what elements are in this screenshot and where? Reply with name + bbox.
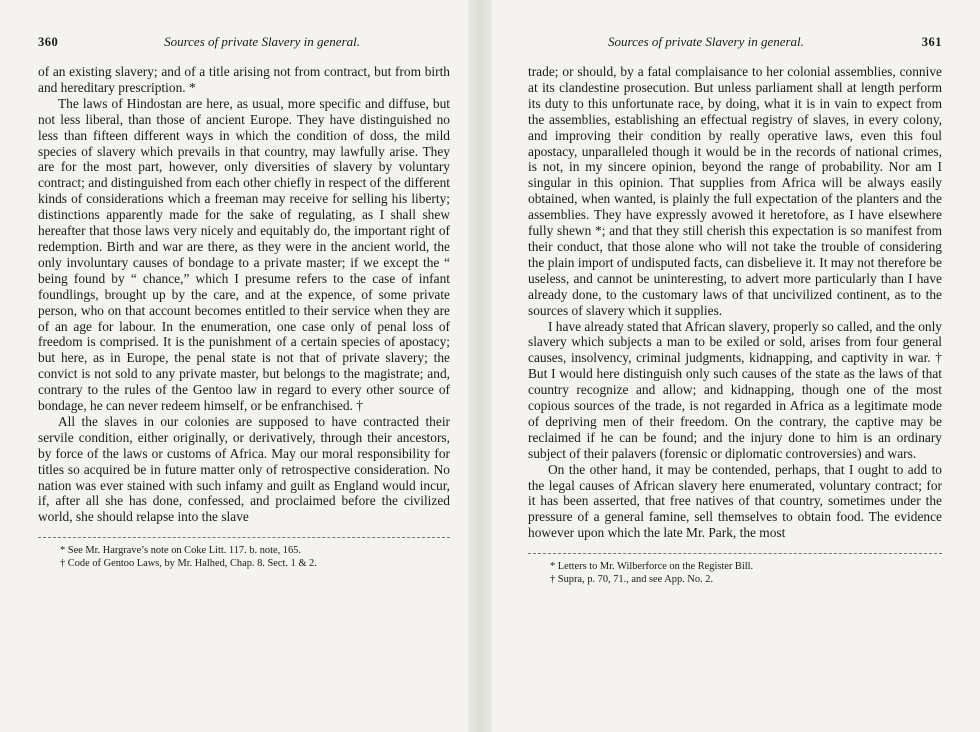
running-title: Sources of private Slavery in general. — [164, 34, 360, 49]
footnote-rule — [528, 553, 942, 554]
paragraph: trade; or should, by a fatal complaisance to her colonial assemblies, connive at its clandestine prosecution. But unless parliament shall at length perform its duty to this unfortunate race, by doing, what it is in vain to expect from the assemblies, establishing an effectual registry of slaves, in every colony, and improving their condition by really operative laws, even this foul apostacy, unparalleled though it would be in the records of national crimes, is not, in my sincere opinion, beyond the range of probability. Nor am I singular in this opinion. That supplies from Africa will be always easily obtained, when wanted, is plainly the full expectation of the planters and the assemblies. They have expressly avowed it heretofore, as I have elsewhere fully shewn *; and that they still cherish this expectation is so manifest from their conduct, that those alone who will not take the trouble of considering the plain import of undisputed facts, can disbelieve it. It may not therefore be useless, and cannot be uninteresting, to advert more particularly than I have already done, to the customary laws of that uncivilized continent, as to the sources of slavery which it supplies. — [528, 64, 942, 318]
running-head — [528, 34, 942, 50]
page-number: 360 — [38, 35, 59, 49]
paragraph: I have already stated that African slavery, properly so called, and the only slavery which subjects a man to be exiled or sold, arises from four general causes, insolvency, criminal judgments, kidnapping, and captivity in war. † But I would here distinguish only such causes of the state as the laws of that country recognize and allow; and kidnapping, though one of the most copious sources of the trade, is not regarded in Africa as a legitimate mode of depriving men of their freedom. On the contrary, the captive may be reclaimed if he can be found; and the injury done to him is an ordinary subject of their palavers (forensic or diplomatic controversies) and wars. — [528, 318, 943, 461]
page-number: 361 — [921, 35, 942, 49]
footnote: † Supra, p. 70, 71., and see App. No. 2. — [550, 574, 714, 586]
book-gutter — [468, 0, 492, 732]
paragraph: On the other hand, it may be contended, perhaps, that I ought to add to the legal causes of African slavery here enumerated, voluntary contract; for it has been asserted, that free natives of that country, sometimes under the pressure of a general famine, sell themselves to obtain food. The evidence however upon which the late Mr. Park, the most — [528, 461, 942, 541]
footnote: * See Mr. Hargrave’s note on Coke Litt. 117. b. note, 165. — [60, 545, 301, 557]
footnote-rule — [38, 537, 450, 538]
paragraph: of an existing slavery; and of a title arising not from contract, but from birth and hereditary prescription. * — [38, 64, 450, 95]
paragraph: The laws of Hindostan are here, as usual, more specific and diffuse, but not less liberal, than those of ancient Europe. They have distinguished no less than fifteen different ways in which the condition of doss, the mild species of slavery which prevails in that country, may lawfully arise. They are for the most part, however, only diversities of slavery by voluntary contract; and distinguished from each other chiefly in respect of the different kinds of considerations which a freeman may receive for selling his liberty; distinctions apparently made for the sake of regulating, as I shall shew hereafter that those laws very nicely and equitably do, the important right of redemption. Birth and war are there, as they were in the ancient world, the only involuntary causes of bondage to a private master; if we except the “ being found by “ chance,” which I presume refers to the case of infant foundlings, brought up by the care, and at the expence, of some private person, who on that account becomes entitled to their service when they are of an age for labour. In the enumeration, one case only of penal loss of freedom is comprised. It is the punishment of a certain species of apostacy; but here, as in Europe, the penal state is not that of private slavery; the convict is not sold to any private master, but belongs to the magistrate; and, contrary to the rules of the Gentoo law in regard to every other source of bondage, he can never redeem himself, or be enfranchised. † — [38, 95, 450, 414]
footnote: † Code of Gentoo Laws, by Mr. Halhed, Chap. 8. Sect. 1 & 2. — [60, 558, 317, 570]
body-text — [528, 64, 942, 541]
left-page — [0, 0, 470, 732]
running-title: Sources of private Slavery in general. — [608, 34, 804, 49]
body-text — [38, 64, 450, 525]
footnote: * Letters to Mr. Wilberforce on the Register Bill. — [550, 561, 754, 573]
paragraph: All the slaves in our colonies are supposed to have contracted their servile condition, either originally, or derivatively, through their ancestors, by force of the laws or customs of Africa. May our moral responsibility for titles so acquired be in future matter only of retrospective consideration. No nation was ever stained with such infamy and guilt as England would incur, if, after all she has done, confessed, and proclaimed before the civilized world, she should relapse into the slave — [38, 413, 450, 525]
footnotes — [38, 544, 450, 570]
footnotes — [528, 560, 942, 586]
running-head — [38, 34, 450, 50]
right-page — [490, 0, 980, 732]
